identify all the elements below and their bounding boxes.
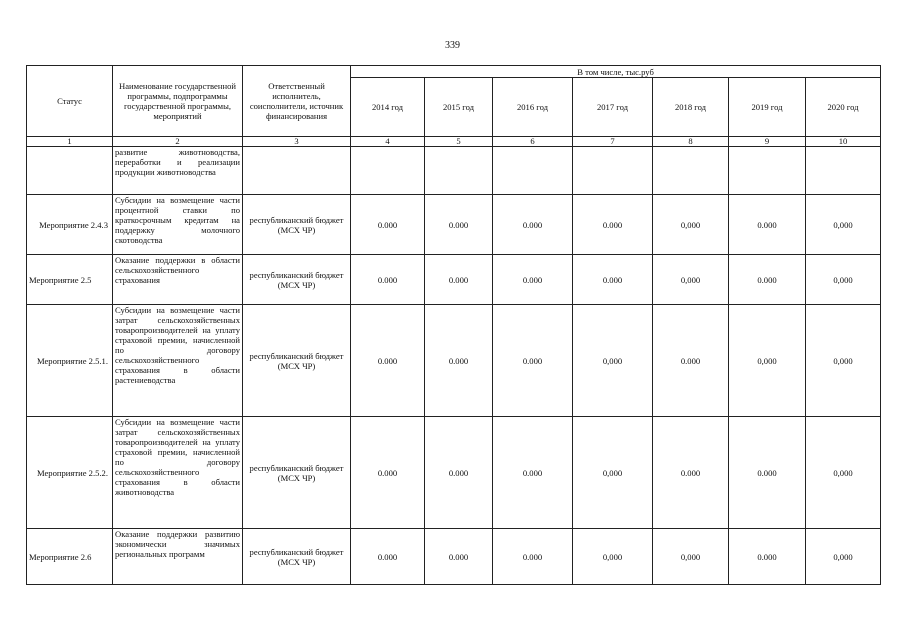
header-name: Наименование государственной программы, подпрограммы государственной программы, мероприятий [113, 66, 243, 137]
row-value: 0,000 [653, 195, 729, 255]
column-number: 6 [493, 137, 573, 147]
row-value: 0.000 [493, 417, 573, 529]
table-row [27, 529, 881, 585]
column-number: 5 [425, 137, 493, 147]
column-number: 2 [113, 137, 243, 147]
row-value: 0.000 [351, 529, 425, 585]
row-value: 0,000 [573, 529, 653, 585]
row-value [425, 147, 493, 195]
row-status: Мероприятие 2.5.1. [27, 305, 113, 417]
header-year: 2015 год [425, 78, 493, 137]
row-value: 0,000 [653, 529, 729, 585]
row-value [729, 147, 806, 195]
table-row [27, 417, 881, 529]
row-name: развитие животноводства, переработки и реализации продукции животноводства [113, 147, 243, 195]
row-value: 0.000 [351, 417, 425, 529]
row-executor: республиканский бюджет (МСХ ЧР) [243, 417, 351, 529]
row-value: 0.000 [425, 529, 493, 585]
row-value: 0,000 [806, 305, 881, 417]
header-executor: Ответственный исполнитель, соисполнители, источник финансирования [243, 66, 351, 137]
header-status: Статус [27, 66, 113, 137]
column-number: 9 [729, 137, 806, 147]
row-value: 0,000 [573, 305, 653, 417]
header-year: 2020 год [806, 78, 881, 137]
row-value: 0.000 [425, 195, 493, 255]
table-header [27, 66, 881, 147]
column-number: 3 [243, 137, 351, 147]
row-value: 0.000 [351, 195, 425, 255]
column-number: 4 [351, 137, 425, 147]
row-executor: республиканский бюджет (МСХ ЧР) [243, 529, 351, 585]
row-value: 0.000 [653, 305, 729, 417]
row-value: 0.000 [493, 529, 573, 585]
table-row [27, 147, 881, 195]
row-value: 0,000 [806, 417, 881, 529]
row-value: 0.000 [729, 417, 806, 529]
row-value: 0.000 [729, 255, 806, 305]
table-row [27, 305, 881, 417]
header-year: 2019 год [729, 78, 806, 137]
row-value [573, 147, 653, 195]
row-value: 0.000 [573, 255, 653, 305]
row-value [351, 147, 425, 195]
header-year: 2016 год [493, 78, 573, 137]
column-number: 1 [27, 137, 113, 147]
row-status: Мероприятие 2.5.2. [27, 417, 113, 529]
row-name: Субсидии на возмещение части затрат сельскохозяйственных товаропроизводителей на уплату страховой премии, начисленной по договору сельскохозяйственного страхования в области растениеводства [113, 305, 243, 417]
row-value: 0,000 [806, 195, 881, 255]
header-group: В том числе, тыс.руб [351, 66, 881, 78]
table-row [27, 195, 881, 255]
row-executor [243, 147, 351, 195]
row-value: 0.000 [425, 417, 493, 529]
row-value: 0,000 [729, 305, 806, 417]
column-number: 7 [573, 137, 653, 147]
table-row [27, 255, 881, 305]
row-name: Оказание поддержки в области сельскохозяйственного страхования [113, 255, 243, 305]
budget-table [26, 65, 881, 585]
column-number: 10 [806, 137, 881, 147]
row-value: 0.000 [351, 255, 425, 305]
row-name: Субсидии на возмещение части процентной ставки по краткосрочным кредитам на поддержку молочного скотоводства [113, 195, 243, 255]
row-value [653, 147, 729, 195]
row-value [806, 147, 881, 195]
row-value: 0,000 [653, 255, 729, 305]
row-value: 0,000 [573, 417, 653, 529]
page-number: 339 [445, 40, 460, 51]
row-name: Оказание поддержки развитию экономически значимых региональных программ [113, 529, 243, 585]
row-executor: республиканский бюджет (МСХ ЧР) [243, 305, 351, 417]
row-executor: республиканский бюджет (МСХ ЧР) [243, 195, 351, 255]
column-number: 8 [653, 137, 729, 147]
row-value: 0.000 [351, 305, 425, 417]
row-status [27, 147, 113, 195]
row-executor: республиканский бюджет (МСХ ЧР) [243, 255, 351, 305]
row-value: 0.000 [573, 195, 653, 255]
row-status: Мероприятие 2.6 [27, 529, 113, 585]
row-value: 0.000 [729, 529, 806, 585]
row-value: 0,000 [806, 255, 881, 305]
row-value: 0.000 [493, 305, 573, 417]
row-value [493, 147, 573, 195]
row-value: 0.000 [493, 195, 573, 255]
header-year: 2014 год [351, 78, 425, 137]
row-value: 0,000 [806, 529, 881, 585]
row-status: Мероприятие 2.4.3 [27, 195, 113, 255]
row-name: Субсидии на возмещение части затрат сельскохозяйственных товаропроизводителей на уплату страховой премии, начисленной по договору сельскохозяйственного страхования в области животноводства [113, 417, 243, 529]
row-value: 0.000 [493, 255, 573, 305]
row-value: 0.000 [425, 255, 493, 305]
row-value: 0.000 [653, 417, 729, 529]
header-year: 2018 год [653, 78, 729, 137]
header-year: 2017 год [573, 78, 653, 137]
row-value: 0.000 [729, 195, 806, 255]
row-status: Мероприятие 2.5 [27, 255, 113, 305]
row-value: 0.000 [425, 305, 493, 417]
